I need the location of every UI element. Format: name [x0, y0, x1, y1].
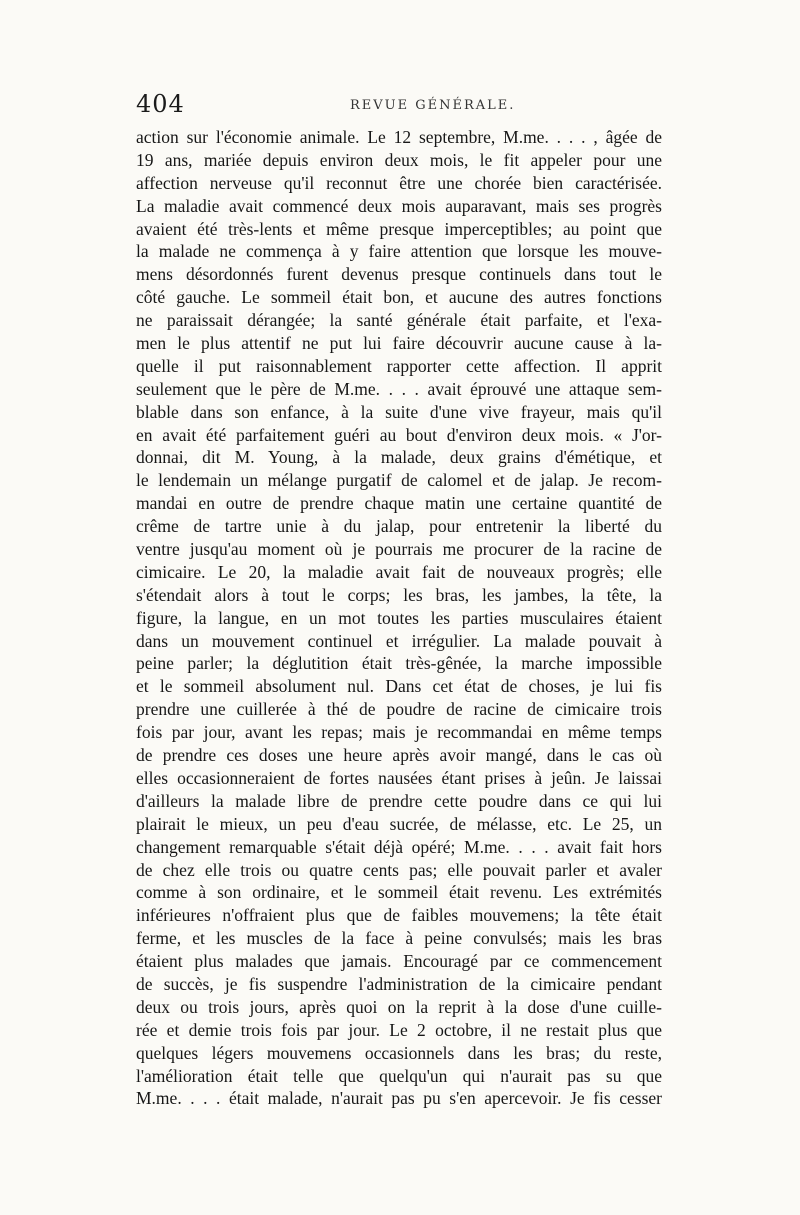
text-line: elles occasionneraient de fortes nausées étant prises à jeûn. Je laissai [136, 767, 662, 788]
text-line: ventre jusqu'au moment où je pourrais me procurer de la racine de [136, 539, 662, 560]
text-line: seulement que le père de M.me. . . . avait éprouvé une attaque sem- [136, 378, 662, 399]
text-line: quelques légers mouvemens occasionnels dans les bras; du reste, [136, 1042, 662, 1063]
text-line: le lendemain un mélange purgatif de calomel et de jalap. Je recom- [136, 470, 662, 491]
text-line: ferme, et les muscles de la face à peine convulsés; mais les bras [136, 928, 662, 949]
text-line: cimicaire. Le 20, la maladie avait fait de nouveaux progrès; elle [136, 561, 662, 582]
text-line: s'étendait alors à tout le corps; les bras, les jambes, la tête, la [136, 584, 662, 605]
text-line: fois par jour, avant les repas; mais je recommandai en même temps [136, 722, 662, 743]
text-line: de succès, je fis suspendre l'administration de la cimicaire pendant [136, 973, 662, 994]
text-line: action sur l'économie animale. Le 12 septembre, M.me. . . . , âgée de [136, 127, 662, 147]
text-line: d'ailleurs la malade libre de prendre cette poudre dans ce qui lui [136, 790, 662, 811]
text-line: côté gauche. Le sommeil était bon, et aucune des autres fonctions [136, 287, 662, 308]
text-line: la malade ne commença à y faire attention que lorsque les mouve- [136, 241, 662, 262]
text-line: figure, la langue, en un mot toutes les parties musculaires étaient [136, 607, 662, 628]
text-line: comme à son ordinaire, et le sommeil était revenu. Les extrémités [136, 882, 662, 903]
text-line: dans un mouvement continuel et irrégulier. La malade pouvait à [136, 630, 662, 651]
page-number: 404 [136, 90, 185, 118]
text-line: 19 ans, mariée depuis environ deux mois, le fit appeler pour une [136, 149, 662, 170]
text-line: l'amélioration était telle que quelqu'un qui n'aurait pas su que [136, 1065, 662, 1086]
running-head: REVUE GÉNÉRALE. [350, 98, 516, 113]
body-text [136, 126, 662, 1110]
text-line: peine parler; la déglutition était très-gênée, la marche impossible [136, 653, 662, 674]
text-line: de chez elle trois ou quatre cents pas; elle pouvait parler et avaler [136, 859, 662, 880]
text-line: changement remarquable s'était déjà opéré; M.me. . . . avait fait hors [136, 836, 662, 857]
text-line: mens désordonnés furent devenus presque continuels dans tout le [136, 264, 662, 285]
text-line: rée et demie trois fois par jour. Le 2 octobre, il ne restait plus que [136, 1019, 662, 1040]
text-line: blable dans son enfance, à la suite d'une vive frayeur, mais qu'il [136, 401, 662, 422]
text-line: avaient été très-lents et même presque imperceptibles; au point que [136, 218, 662, 239]
text-line: deux ou trois jours, après quoi on la reprit à la dose d'une cuille- [136, 996, 662, 1017]
text-line: donnai, dit M. Young, à la malade, deux grains d'émétique, et [136, 447, 662, 468]
text-line: plairait le mieux, un peu d'eau sucrée, de mélasse, etc. Le 25, un [136, 813, 662, 834]
text-line: crême de tartre unie à du jalap, pour entretenir la liberté du [136, 516, 662, 537]
text-line: M.me. . . . était malade, n'aurait pas pu s'en apercevoir. Je fis cesser [136, 1088, 662, 1109]
text-line: inférieures n'offraient plus que de faibles mouvemens; la tête était [136, 905, 662, 926]
text-line: en avait été parfaitement guéri au bout d'environ deux mois. « J'or- [136, 424, 662, 445]
text-line: de prendre ces doses une heure après avoir mangé, dans le cas où [136, 745, 662, 766]
text-line: prendre une cuillerée à thé de poudre de racine de cimicaire trois [136, 699, 662, 720]
text-line: ne paraissait dérangée; la santé générale était parfaite, et l'exa- [136, 310, 662, 331]
text-line: quelle il put raisonnablement rapporter cette affection. Il apprit [136, 355, 662, 376]
text-line: men le plus attentif ne put lui faire découvrir aucune cause à la- [136, 333, 662, 354]
text-line: La maladie avait commencé deux mois auparavant, mais ses progrès [136, 195, 662, 216]
text-line: et le sommeil absolument nul. Dans cet état de choses, je lui fis [136, 676, 662, 697]
text-line: étaient plus malades que jamais. Encouragé par ce commencement [136, 951, 662, 972]
page-header [136, 90, 668, 120]
text-line: affection nerveuse qu'il reconnut être une chorée bien caractérisée. [136, 172, 662, 193]
text-line: mandai en outre de prendre chaque matin une certaine quantité de [136, 493, 662, 514]
